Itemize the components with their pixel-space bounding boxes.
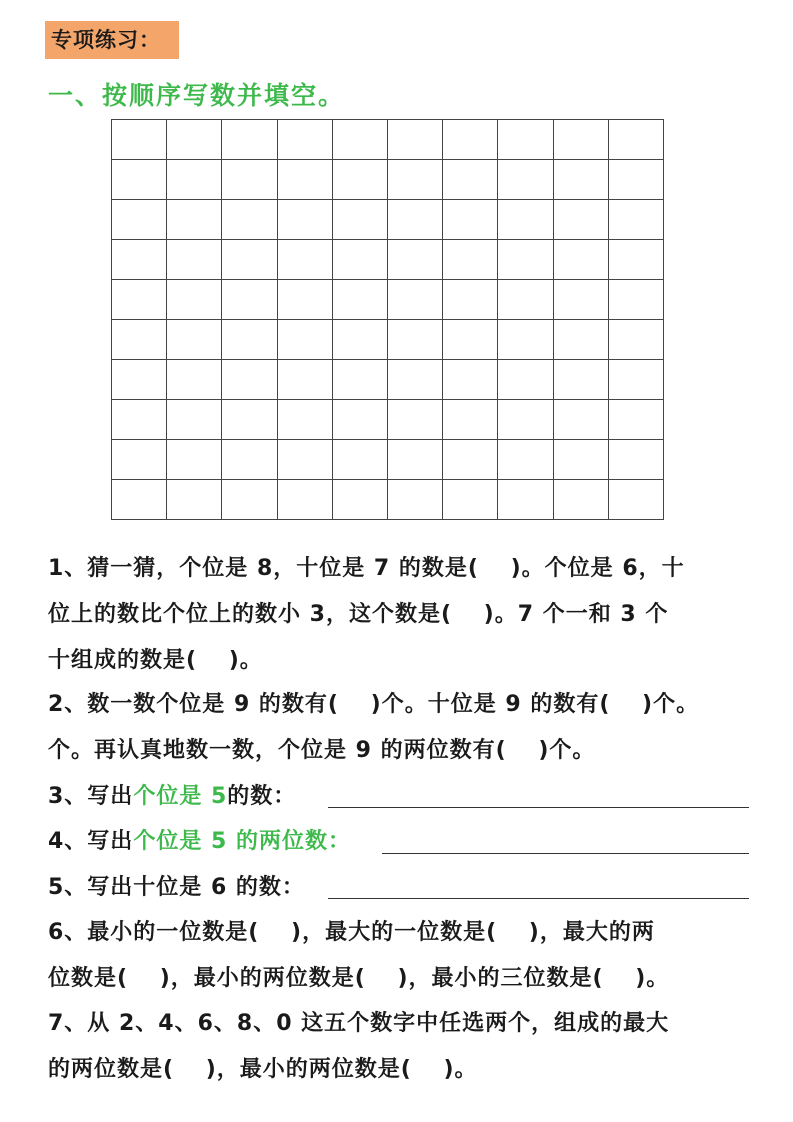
grid-cell[interactable] [443,160,498,200]
grid-cell[interactable] [387,160,442,200]
answer-line-4[interactable] [382,853,749,854]
grid-row [112,120,664,160]
grid-row [112,480,664,520]
grid-cell[interactable] [112,280,167,320]
grid-cell[interactable] [498,440,553,480]
section-tag: 专项练习： [45,21,179,59]
grid-cell[interactable] [277,120,332,160]
grid-cell[interactable] [443,120,498,160]
grid-cell[interactable] [167,360,222,400]
grid-cell[interactable] [387,280,442,320]
grid-cell[interactable] [277,200,332,240]
grid-cell[interactable] [443,240,498,280]
question-6 [48,910,754,1002]
grid-cell[interactable] [167,440,222,480]
grid-cell[interactable] [498,480,553,520]
grid-cell[interactable] [608,280,663,320]
grid-cell[interactable] [167,120,222,160]
grid-cell[interactable] [553,240,608,280]
grid-cell[interactable] [167,400,222,440]
question-7-line-2: 的两位数是( )，最小的两位数是( )。 [48,1057,478,1082]
grid-cell[interactable] [498,160,553,200]
question-6-line-1: 6、最小的一位数是( )，最大的一位数是( )，最大的两 [48,920,655,945]
section-title: 一、按顺序写数并填空。 [48,81,346,110]
grid-row [112,280,664,320]
question-3 [48,774,754,820]
grid-cell[interactable] [553,320,608,360]
grid-cell[interactable] [112,320,167,360]
grid-cell[interactable] [222,200,277,240]
grid-cell[interactable] [112,120,167,160]
grid-cell[interactable] [277,280,332,320]
grid-cell[interactable] [498,320,553,360]
grid-row [112,320,664,360]
grid-cell[interactable] [387,320,442,360]
number-grid [111,119,664,520]
question-4 [48,819,754,865]
question-5 [48,865,754,911]
grid-cell[interactable] [112,360,167,400]
grid-cell[interactable] [167,320,222,360]
grid-cell[interactable] [222,360,277,400]
grid-cell[interactable] [608,360,663,400]
grid-cell[interactable] [222,440,277,480]
grid-cell[interactable] [608,480,663,520]
question-2-line-1: 2、数一数个位是 9 的数有( )个。十位是 9 的数有( )个。 [48,692,700,717]
grid-cell[interactable] [553,360,608,400]
grid-cell[interactable] [332,320,387,360]
grid-cell[interactable] [553,200,608,240]
grid-cell[interactable] [608,400,663,440]
grid-cell[interactable] [498,400,553,440]
grid-cell[interactable] [277,480,332,520]
grid-cell[interactable] [222,120,277,160]
answer-line-3[interactable] [328,807,749,808]
grid-cell[interactable] [222,320,277,360]
grid-cell[interactable] [443,400,498,440]
grid-cell[interactable] [553,400,608,440]
grid-row [112,160,664,200]
grid-cell[interactable] [387,440,442,480]
grid-cell[interactable] [222,480,277,520]
grid-cell[interactable] [332,240,387,280]
grid-cell[interactable] [498,120,553,160]
grid-cell[interactable] [112,480,167,520]
grid-cell[interactable] [332,120,387,160]
grid-cell[interactable] [443,440,498,480]
grid-cell[interactable] [222,160,277,200]
grid-cell[interactable] [112,200,167,240]
grid-cell[interactable] [387,400,442,440]
grid-cell[interactable] [387,480,442,520]
question-2-line-2: 个。再认真地数一数，个位是 9 的两位数有( )个。 [48,738,596,763]
grid-cell[interactable] [332,160,387,200]
grid-cell[interactable] [332,440,387,480]
grid-cell[interactable] [608,240,663,280]
grid-cell[interactable] [332,200,387,240]
grid-cell[interactable] [553,280,608,320]
grid-cell[interactable] [277,160,332,200]
question-1 [48,546,754,684]
question-4-prefix: 4、写出 [48,829,134,854]
question-7-line-1: 7、从 2、4、6、8、0 这五个数字中任选两个，组成的最大 [48,1011,670,1036]
grid-cell[interactable] [277,240,332,280]
grid-cell[interactable] [498,240,553,280]
grid-cell[interactable] [387,240,442,280]
grid-cell[interactable] [498,280,553,320]
grid-cell[interactable] [608,200,663,240]
grid-cell[interactable] [332,400,387,440]
question-2 [48,682,754,774]
question-5-text: 5、写出十位是 6 的数： [48,875,305,900]
question-3-suffix: 的数： [227,784,297,809]
grid-cell[interactable] [443,200,498,240]
grid-row [112,200,664,240]
grid-cell[interactable] [332,480,387,520]
grid-cell[interactable] [387,200,442,240]
grid-cell[interactable] [387,120,442,160]
grid-row [112,400,664,440]
grid-cell[interactable] [332,280,387,320]
grid-cell[interactable] [277,440,332,480]
grid-cell[interactable] [222,400,277,440]
question-7 [48,1001,754,1093]
grid-cell[interactable] [498,360,553,400]
grid-cell[interactable] [332,360,387,400]
question-3-highlight: 个位是 5 [133,784,228,809]
answer-line-5[interactable] [328,898,749,899]
grid-cell[interactable] [167,200,222,240]
grid-row [112,360,664,400]
grid-cell[interactable] [277,320,332,360]
grid-row [112,440,664,480]
grid-cell[interactable] [222,240,277,280]
grid-cell[interactable] [608,440,663,480]
grid-cell[interactable] [167,280,222,320]
grid-cell[interactable] [277,360,332,400]
grid-cell[interactable] [112,240,167,280]
grid-cell[interactable] [553,480,608,520]
grid-cell[interactable] [277,400,332,440]
grid-cell[interactable] [553,160,608,200]
grid-cell[interactable] [222,280,277,320]
question-1-line-1: 1、猜一猜，个位是 8，十位是 7 的数是( )。个位是 6，十 [48,556,685,581]
grid-cell[interactable] [498,200,553,240]
grid-cell[interactable] [443,320,498,360]
question-4-highlight: 个位是 5 的两位数： [133,829,351,854]
grid-cell[interactable] [167,160,222,200]
grid-cell[interactable] [608,160,663,200]
grid-cell[interactable] [443,280,498,320]
question-3-prefix: 3、写出 [48,784,134,809]
grid-cell[interactable] [112,400,167,440]
question-6-line-2: 位数是( )，最小的两位数是( )，最小的三位数是( )。 [48,966,670,991]
grid-cell[interactable] [387,360,442,400]
grid-cell[interactable] [553,440,608,480]
grid-cell[interactable] [443,480,498,520]
grid-row [112,240,664,280]
grid-cell[interactable] [553,120,608,160]
question-1-line-2: 位上的数比个位上的数小 3，这个数是( )。7 个一和 3 个 [48,602,669,627]
grid-cell[interactable] [112,160,167,200]
grid-cell[interactable] [608,120,663,160]
grid-cell[interactable] [443,360,498,400]
grid-cell[interactable] [608,320,663,360]
grid-cell[interactable] [112,440,167,480]
question-1-line-3: 十组成的数是( )。 [48,648,263,673]
grid-cell[interactable] [167,240,222,280]
grid-cell[interactable] [167,480,222,520]
